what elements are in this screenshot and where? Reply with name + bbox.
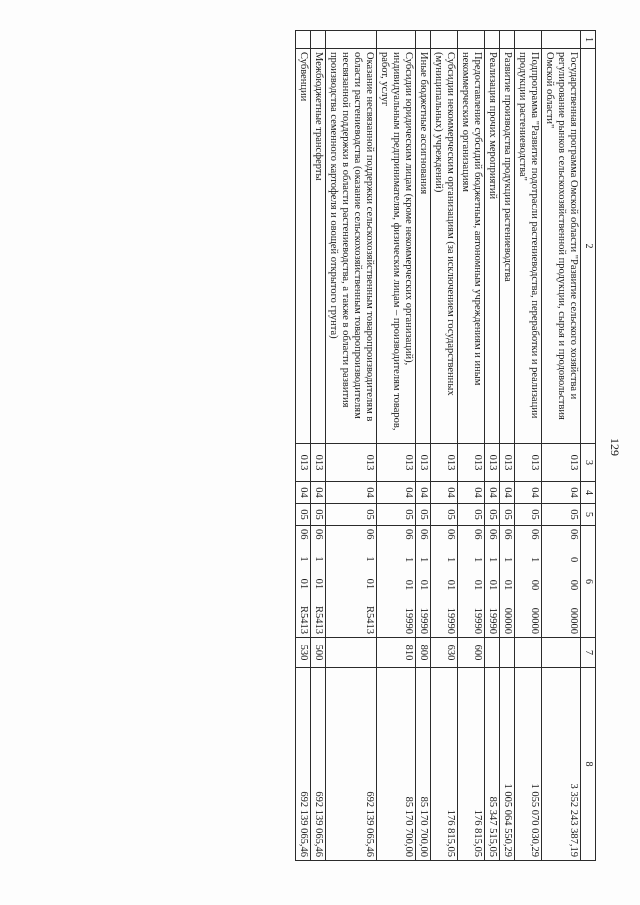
cell-admin-code: 013 xyxy=(542,444,581,482)
header-row xyxy=(581,31,596,861)
cell-subsection: 05 xyxy=(500,504,515,526)
table-row xyxy=(416,31,431,861)
target-article-part: 1 xyxy=(472,557,483,563)
target-article-part: 19990 xyxy=(487,607,498,634)
target-article-part: R5413 xyxy=(313,605,324,634)
cell-col1 xyxy=(542,31,581,49)
cell-section: 04 xyxy=(377,482,416,504)
table-row xyxy=(311,31,326,861)
cell-subsection: 05 xyxy=(326,504,377,526)
column-header: 3 xyxy=(581,444,596,482)
target-article-part: 19990 xyxy=(403,607,414,634)
cell-admin-code: 013 xyxy=(416,444,431,482)
cell-subsection: 05 xyxy=(485,504,500,526)
target-article-part: 01 xyxy=(418,579,429,591)
cell-section: 04 xyxy=(311,482,326,504)
cell-amount: 1 005 064 550,29 xyxy=(500,668,515,861)
cell-description: Реализация прочих мероприятий xyxy=(485,49,500,444)
cell-section: 04 xyxy=(416,482,431,504)
cell-amount: 176 815,05 xyxy=(458,668,485,861)
cell-admin-code: 013 xyxy=(458,444,485,482)
cell-admin-code: 013 xyxy=(485,444,500,482)
cell-admin-code: 013 xyxy=(311,444,326,482)
target-article-part: 06 xyxy=(487,529,498,540)
target-article-part: 00 xyxy=(568,579,579,591)
table-row xyxy=(326,31,377,861)
target-article-part: 06 xyxy=(364,529,375,540)
cell-expense-type: 800 xyxy=(416,638,431,668)
table-row xyxy=(431,31,458,861)
cell-subsection: 05 xyxy=(542,504,581,526)
cell-subsection: 05 xyxy=(416,504,431,526)
target-article-part: 1 xyxy=(313,556,324,562)
target-article-part: 19990 xyxy=(418,607,429,634)
cell-expense-type: 530 xyxy=(296,638,311,668)
target-article-part: 01 xyxy=(403,579,414,591)
cell-amount: 176 815,05 xyxy=(431,668,458,861)
cell-amount: 1 055 070 030,29 xyxy=(515,668,542,861)
target-article-part: 0 xyxy=(568,557,579,563)
cell-amount: 3 352 243 387,19 xyxy=(542,668,581,861)
target-article-part: 00000 xyxy=(529,607,540,634)
cell-section: 04 xyxy=(326,482,377,504)
cell-description: Государственная программа Омской области "Развитие сельского хозяйства и регулирование рынков сельскохозяйственной продукции, сырья и продовольствия Омской области" xyxy=(542,49,581,444)
cell-target-article xyxy=(377,526,416,638)
cell-expense-type xyxy=(542,638,581,668)
cell-col1 xyxy=(431,31,458,49)
target-article-part: 1 xyxy=(445,557,456,563)
target-article-part: 06 xyxy=(502,529,513,540)
cell-target-article xyxy=(431,526,458,638)
cell-amount: 85 170 700,00 xyxy=(416,668,431,861)
cell-amount: 85 170 700,00 xyxy=(377,668,416,861)
target-article-part: 01 xyxy=(502,579,513,591)
column-header: 1 xyxy=(581,31,596,49)
column-header: 8 xyxy=(581,668,596,861)
cell-expense-type xyxy=(485,638,500,668)
target-article-part: 00000 xyxy=(502,607,513,634)
cell-col1 xyxy=(377,31,416,49)
cell-amount: 692 139 065,46 xyxy=(326,668,377,861)
cell-section: 04 xyxy=(542,482,581,504)
target-article-part: 01 xyxy=(298,578,309,590)
cell-section: 04 xyxy=(431,482,458,504)
cell-col1 xyxy=(296,31,311,49)
target-article-part: 06 xyxy=(313,529,324,540)
cell-target-article xyxy=(311,526,326,638)
cell-description: Оказание несвязанной поддержки сельскохозяйственным товаропроизводителям в области растениеводства (оказание сельскохозяйственным товаропроизводителям несвязанной поддержки в области растениеводства, а также в области развития производства семенного картофеля и овощей открытого грунта) xyxy=(326,49,377,444)
target-article-part: 06 xyxy=(472,529,483,540)
cell-amount: 692 139 065,46 xyxy=(296,668,311,861)
cell-expense-type xyxy=(515,638,542,668)
cell-expense-type xyxy=(500,638,515,668)
target-article-part: 1 xyxy=(529,557,540,563)
cell-admin-code: 013 xyxy=(431,444,458,482)
target-article-part: 01 xyxy=(487,579,498,591)
column-header: 7 xyxy=(581,638,596,668)
cell-col1 xyxy=(458,31,485,49)
table-row xyxy=(515,31,542,861)
target-article-part: 19990 xyxy=(445,607,456,634)
cell-col1 xyxy=(485,31,500,49)
target-article-part: 01 xyxy=(364,578,375,590)
cell-section: 04 xyxy=(458,482,485,504)
cell-section: 04 xyxy=(296,482,311,504)
target-article-part: 06 xyxy=(298,529,309,540)
cell-col1 xyxy=(500,31,515,49)
column-header: 5 xyxy=(581,504,596,526)
cell-subsection: 05 xyxy=(431,504,458,526)
cell-subsection: 05 xyxy=(296,504,311,526)
target-article-part: 06 xyxy=(529,529,540,540)
cell-target-article xyxy=(542,526,581,638)
target-article-part: 00000 xyxy=(568,607,579,634)
cell-section: 04 xyxy=(500,482,515,504)
cell-expense-type: 500 xyxy=(311,638,326,668)
table-row xyxy=(377,31,416,861)
target-article-part: 06 xyxy=(418,529,429,540)
table-row xyxy=(485,31,500,861)
target-article-part: 06 xyxy=(445,529,456,540)
cell-description: Субсидии юридическим лицам (кроме некоммерческих организаций), индивидуальным предпринимателям, физическим лицам – производителям товаров, работ, услуг xyxy=(377,49,416,444)
target-article-part: 19990 xyxy=(472,607,483,634)
cell-description: Предоставление субсидий бюджетным, автономным учреждениям и иным некоммерческим организациям xyxy=(458,49,485,444)
rotated-document-page xyxy=(60,22,620,872)
cell-description: Субвенции xyxy=(296,49,311,444)
target-article-part: 06 xyxy=(568,529,579,540)
cell-subsection: 05 xyxy=(377,504,416,526)
cell-admin-code: 013 xyxy=(515,444,542,482)
cell-subsection: 05 xyxy=(515,504,542,526)
cell-description: Развитие производства продукции растениеводства xyxy=(500,49,515,444)
column-header: 2 xyxy=(581,49,596,444)
cell-target-article xyxy=(326,526,377,638)
target-article-part: 01 xyxy=(313,578,324,590)
target-article-part: R5413 xyxy=(298,605,309,634)
cell-col1 xyxy=(311,31,326,49)
cell-target-article xyxy=(485,526,500,638)
cell-target-article xyxy=(296,526,311,638)
cell-description: Межбюджетные трансферты xyxy=(311,49,326,444)
target-article-part: 00 xyxy=(529,579,540,591)
cell-col1 xyxy=(416,31,431,49)
target-article-part: 1 xyxy=(298,556,309,562)
cell-description: Подпрограмма "Развитие подотрасли растениеводства, переработки и реализации продукции растениеводства" xyxy=(515,49,542,444)
table-row xyxy=(542,31,581,861)
table-row xyxy=(500,31,515,861)
cell-description: Иные бюджетные ассигнования xyxy=(416,49,431,444)
cell-amount: 692 139 065,46 xyxy=(311,668,326,861)
cell-target-article xyxy=(500,526,515,638)
cell-target-article xyxy=(416,526,431,638)
cell-subsection: 05 xyxy=(311,504,326,526)
target-article-part: 06 xyxy=(403,529,414,540)
target-article-part: 01 xyxy=(445,579,456,591)
target-article-part: 1 xyxy=(487,557,498,563)
budget-table xyxy=(295,30,596,861)
cell-expense-type: 630 xyxy=(431,638,458,668)
cell-description: Субсидии некоммерческим организациям (за исключением государственных (муниципальных) учреждений) xyxy=(431,49,458,444)
target-article-part: 1 xyxy=(364,556,375,562)
cell-subsection: 05 xyxy=(458,504,485,526)
cell-expense-type xyxy=(326,638,377,668)
column-header: 6 xyxy=(581,526,596,638)
cell-target-article xyxy=(458,526,485,638)
table-row xyxy=(296,31,311,861)
cell-amount: 85 347 515,05 xyxy=(485,668,500,861)
cell-admin-code: 013 xyxy=(326,444,377,482)
cell-admin-code: 013 xyxy=(500,444,515,482)
table-row xyxy=(458,31,485,861)
cell-admin-code: 013 xyxy=(377,444,416,482)
cell-col1 xyxy=(515,31,542,49)
target-article-part: R5413 xyxy=(364,605,375,634)
column-header: 4 xyxy=(581,482,596,504)
cell-admin-code: 013 xyxy=(296,444,311,482)
target-article-part: 1 xyxy=(418,557,429,563)
cell-section: 04 xyxy=(515,482,542,504)
target-article-part: 1 xyxy=(403,557,414,563)
cell-col1 xyxy=(326,31,377,49)
cell-target-article xyxy=(515,526,542,638)
target-article-part: 1 xyxy=(502,557,513,563)
page-number: 129 xyxy=(608,438,622,456)
target-article-part: 01 xyxy=(472,579,483,591)
cell-section: 04 xyxy=(485,482,500,504)
cell-expense-type: 600 xyxy=(458,638,485,668)
cell-expense-type: 810 xyxy=(377,638,416,668)
